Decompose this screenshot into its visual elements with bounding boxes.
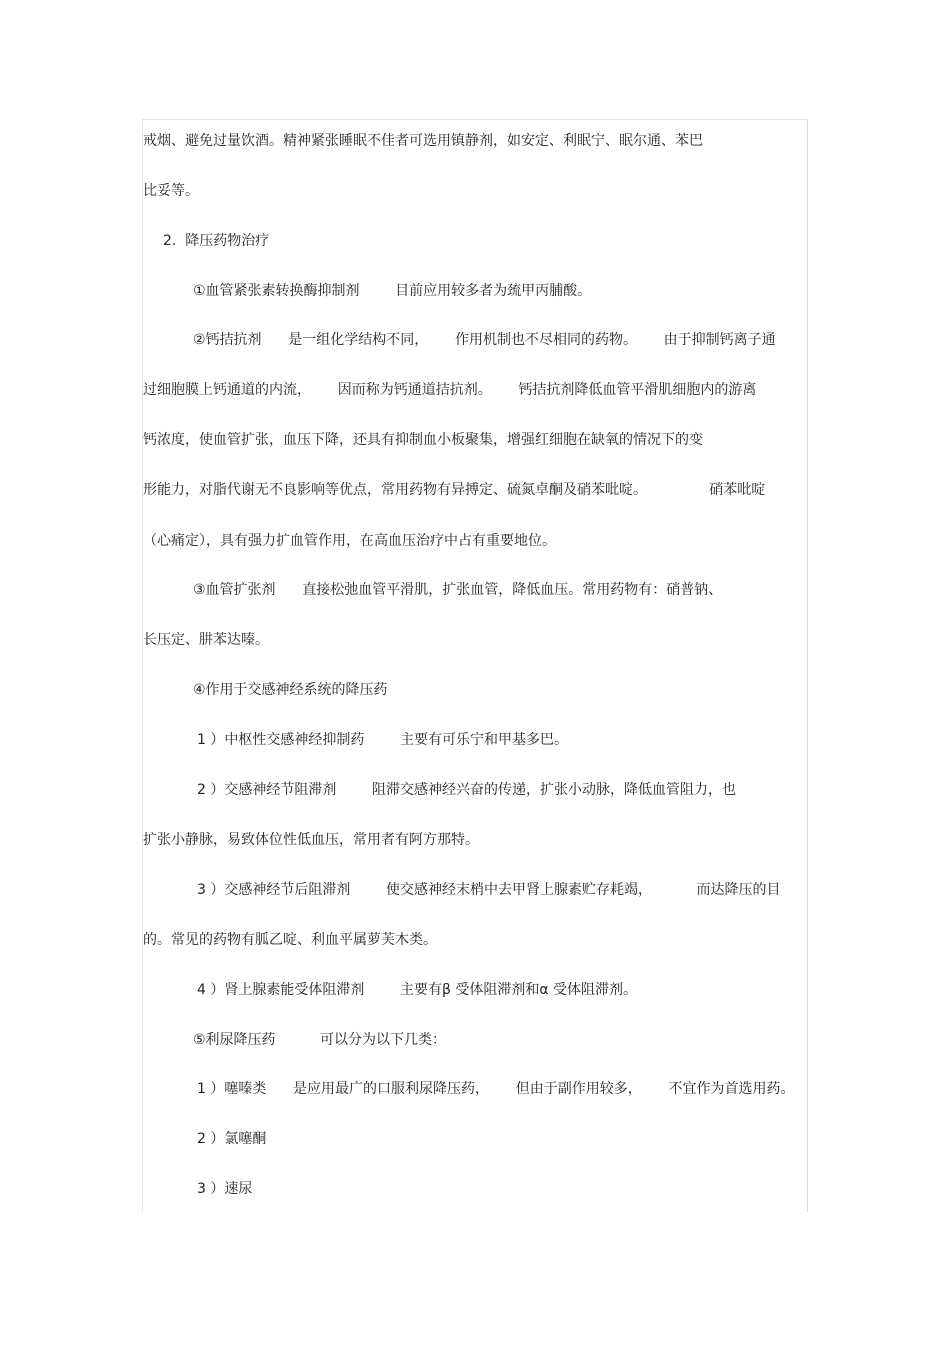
text-line-16: 3 ）交感神经节后阻滞剂 使交感神经末梢中去甲肾上腺素贮存耗竭， 而达降压的目 [197, 882, 781, 898]
text-line-12: ④作用于交感神经系统的降压药 [193, 682, 388, 698]
text-line-2: 比妥等。 [143, 183, 199, 199]
text-line-10: ③血管扩张剂 直接松弛血管平滑肌，扩张血管，降低血压。常用药物有：硝普钠、 [193, 582, 723, 598]
text-line-19: ⑤利尿降压药 可以分为以下几类： [193, 1032, 447, 1048]
text-line-22: 3 ）速尿 [197, 1181, 253, 1197]
text-line-8: 形能力，对脂代谢无不良影响等优点，常用药物有异搏定、硫氮卓酮及硝苯吡啶。 硝苯吡啶 [143, 482, 766, 498]
text-line-14: 2 ）交感神经节阻滞剂 阻滞交感神经兴奋的传递，扩张小动脉，降低血管阻力，也 [197, 782, 736, 798]
text-line-4: ①血管紧张素转换酶抑制剂 目前应用较多者为巯甲丙脯酸。 [193, 283, 592, 299]
text-line-20: 1 ）噻嗪类 是应用最广的口服利尿降压药， 但由于副作用较多， 不宜作为首选用药。 [197, 1081, 795, 1097]
text-line-21: 2 ）氯噻酮 [197, 1131, 267, 1147]
text-line-6: 过细胞膜上钙通道的内流， 因而称为钙通道拮抗剂。 钙拮抗剂降低血管平滑肌细胞内的游离 [143, 382, 757, 398]
text-line-1: 戒烟、避免过量饮酒。精神紧张睡眠不佳者可选用镇静剂，如安定、利眠宁、眠尔通、苯巴 [143, 133, 703, 149]
text-line-13: 1 ）中枢性交感神经抑制药 主要有可乐宁和甲基多巴。 [197, 732, 568, 748]
text-line-18: 4 ）肾上腺素能受体阻滞剂 主要有β 受体阻滞剂和α 受体阻滞剂。 [197, 982, 638, 998]
text-line-9: （心痛定），具有强力扩血管作用，在高血压治疗中占有重要地位。 [143, 533, 556, 549]
section-heading: 2. 降压药物治疗 [163, 233, 270, 249]
text-line-7: 钙浓度，使血管扩张，血压下降，还具有抑制血小板聚集，增强红细胞在缺氧的情况下的变 [143, 432, 703, 448]
text-line-17: 的。常见的药物有胍乙啶、利血平属萝芙木类。 [143, 932, 437, 948]
text-line-11: 长压定、肼苯达嗪。 [143, 632, 269, 648]
text-line-15: 扩张小静脉，易致体位性低血压，常用者有阿方那特。 [143, 832, 479, 848]
text-line-5: ②钙拮抗剂 是一组化学结构不同， 作用机制也不尽相同的药物。 由于抑制钙离子通 [193, 332, 776, 348]
